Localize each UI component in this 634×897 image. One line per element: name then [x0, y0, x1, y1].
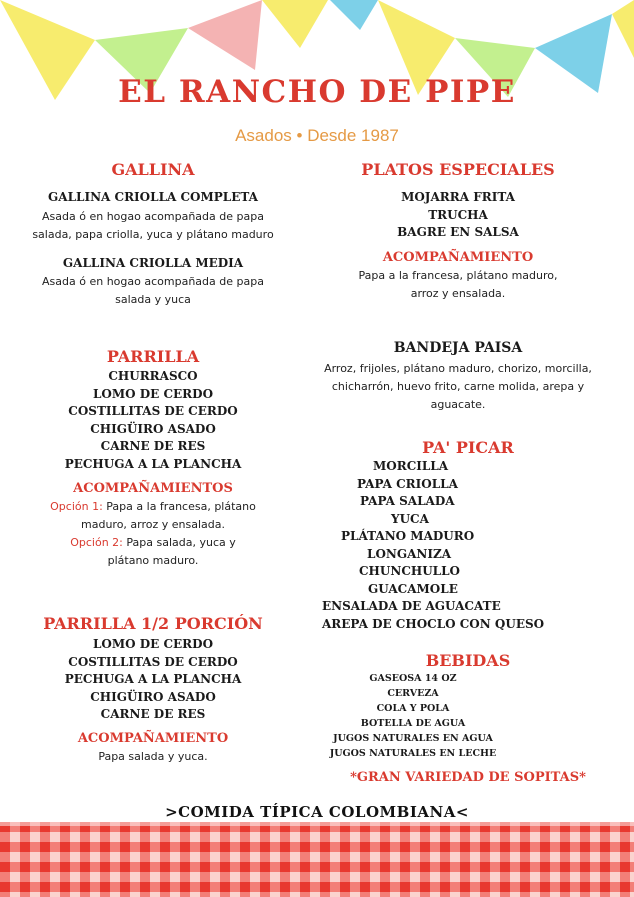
- picar-heading: PA' PICAR: [422, 438, 514, 457]
- restaurant-subtitle: Asados • Desde 1987: [235, 126, 399, 145]
- media-porcion-item: PECHUGA A LA PLANCHA: [64, 672, 242, 686]
- bebidas-item: GASEOSA 14 OZ: [369, 673, 457, 684]
- parrilla-section: [28, 347, 278, 570]
- gingham-fill: [0, 822, 634, 897]
- bebidas-item: BOTELLA DE AGUA: [360, 718, 466, 729]
- bandeja-section: [322, 338, 594, 414]
- especiales-item: BAGRE EN SALSA: [397, 225, 519, 239]
- media-porcion-item: CARNE DE RES: [100, 707, 206, 721]
- gingham-top-edge: [0, 822, 634, 826]
- parrilla-item: CHIGÜIRO ASADO: [90, 421, 216, 436]
- media-porcion-item: CHIGÜIRO ASADO: [90, 689, 216, 704]
- option-1-label: Opción 1:: [50, 500, 103, 513]
- footer-slogan: >COMIDA TÍPICA COLOMBIANA<: [165, 803, 469, 821]
- parrilla-side-heading: ACOMPAÑAMIENTOS: [73, 481, 233, 496]
- parrilla-item: PECHUGA A LA PLANCHA: [64, 456, 242, 471]
- picar-item: PAPA CRIOLLA: [357, 476, 458, 491]
- bebidas-heading: BEBIDAS: [425, 651, 511, 670]
- picar-item: CHUNCHULLO: [359, 564, 461, 578]
- especiales-item: MOJARRA FRITA: [401, 190, 515, 204]
- gallina-section: [28, 160, 278, 309]
- parrilla-item: COSTILLITAS DE CERDO: [68, 404, 238, 418]
- flag-yellow: [612, 0, 634, 58]
- flag-pink: [188, 0, 262, 70]
- gallina-heading: GALLINA: [111, 160, 195, 179]
- gallina-item-desc: Asada ó en hogao acompañada de papa salada, papa criolla, yuca y plátano maduro: [32, 209, 274, 241]
- parrilla-item: CHURRASCO: [108, 369, 198, 383]
- gallina-item-desc: Asada ó en hogao acompañada de papa salada y yuca: [42, 275, 264, 306]
- parrilla-option-2: [28, 534, 278, 570]
- bandeja-heading: BANDEJA PAISA: [393, 340, 523, 356]
- bebidas-item: COLA Y POLA: [376, 703, 450, 714]
- picar-item: PAPA SALADA: [360, 494, 455, 508]
- sopitas-tagline: *GRAN VARIEDAD DE SOPITAS*: [350, 770, 586, 785]
- parrilla-option-1: [28, 498, 278, 534]
- gingham-border: [0, 822, 634, 897]
- gallina-item-name: GALLINA CRIOLLA MEDIA: [62, 255, 244, 270]
- media-porcion-item: COSTILLITAS DE CERDO: [68, 654, 238, 669]
- bebidas-item: JUGOS NATURALES EN AGUA: [333, 733, 493, 744]
- especiales-side-text: Papa a la francesa, plátano maduro, arroz y ensalada.: [358, 268, 558, 300]
- picar-item: ENSALADA DE AGUACATE: [322, 599, 501, 613]
- picar-item: AREPA DE CHOCLO CON QUESO: [322, 616, 545, 631]
- parrilla-item: CARNE DE RES: [100, 439, 206, 453]
- especiales-side-heading: ACOMPAÑAMIENTO: [382, 249, 534, 265]
- bebidas-item: CERVEZA: [387, 688, 439, 699]
- especiales-heading: PLATOS ESPECIALES: [361, 160, 555, 179]
- picar-item: YUCA: [391, 511, 429, 526]
- picar-item: LONGANIZA: [367, 546, 452, 561]
- bebidas-list: [318, 671, 508, 761]
- media-porcion-item: LOMO DE CERDO: [92, 637, 214, 651]
- especiales-item: TRUCHA: [428, 207, 488, 222]
- picar-item: GUACAMOLE: [368, 581, 458, 596]
- parrilla-heading: PARRILLA: [106, 347, 200, 366]
- media-porcion-heading: PARRILLA 1/2 PORCIÓN: [43, 614, 263, 633]
- picar-item: PLÁTANO MADURO: [341, 529, 475, 543]
- option-2-label: Opción 2:: [70, 536, 123, 549]
- picar-list: [322, 458, 544, 633]
- parrilla-item: LOMO DE CERDO: [92, 386, 214, 401]
- media-porcion-section: [28, 614, 278, 766]
- flag-yellow: [262, 0, 328, 48]
- bandeja-desc: Arroz, frijoles, plátano maduro, chorizo, morcilla, chicharrón, huevo frito, carne molida, arepa y aguacate.: [324, 362, 592, 411]
- bebidas-item: JUGOS NATURALES EN LECHE: [329, 748, 497, 759]
- option-2-text: Papa salada, yuca y plátano maduro.: [107, 536, 236, 567]
- media-porcion-side-heading: ACOMPAÑAMIENTO: [77, 730, 229, 746]
- media-porcion-side-text: Papa salada y yuca.: [98, 749, 208, 763]
- option-1-text: Papa a la francesa, plátano maduro, arroz y ensalada.: [81, 500, 256, 531]
- flag-blue: [330, 0, 378, 30]
- restaurant-title: EL RANCHO DE PIPE: [118, 74, 516, 110]
- picar-item: MORCILLA: [373, 459, 449, 473]
- gallina-item-name: GALLINA CRIOLLA COMPLETA: [48, 190, 258, 204]
- especiales-section: [340, 160, 576, 303]
